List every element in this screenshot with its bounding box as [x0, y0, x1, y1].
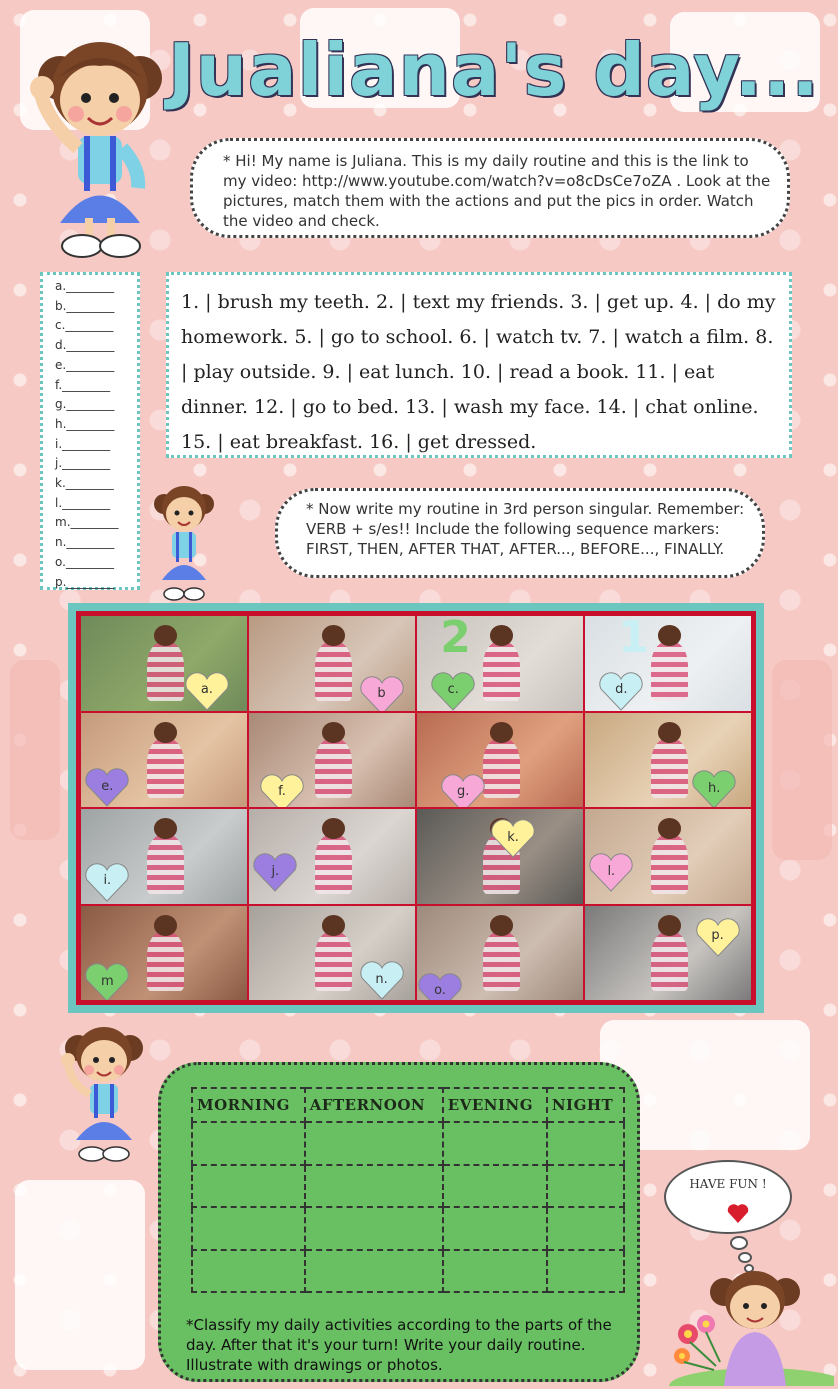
photo-figure — [315, 932, 352, 991]
answer-line[interactable]: l.________ — [55, 495, 111, 510]
girl-with-flowers-illustration — [664, 1262, 834, 1386]
photo-label: o. — [434, 983, 446, 999]
thought-text: HAVE FUN ! — [689, 1177, 767, 1191]
table-cell[interactable] — [192, 1122, 305, 1165]
photo-figure-head — [322, 915, 345, 936]
photo-figure — [483, 642, 520, 701]
table-cell[interactable] — [192, 1165, 305, 1208]
photo-label: h. — [708, 780, 721, 796]
photo-label: c. — [447, 682, 459, 698]
photo-figure — [483, 739, 520, 798]
routine-photo — [81, 713, 247, 808]
photo-label-heart — [598, 671, 644, 711]
photo-figure — [315, 739, 352, 798]
answer-line[interactable]: n.________ — [55, 535, 115, 550]
photo-label-heart — [84, 962, 130, 1000]
photo-label: n. — [375, 971, 388, 987]
photo-figure — [147, 835, 184, 894]
photo-figure — [651, 932, 688, 991]
photo-label-heart — [252, 852, 298, 892]
answer-line[interactable]: o.________ — [55, 554, 114, 569]
table-cell[interactable] — [305, 1207, 443, 1250]
bg-tile — [15, 1180, 145, 1370]
small-girl-illustration — [150, 476, 218, 604]
table-cell[interactable] — [547, 1165, 624, 1208]
answer-line[interactable]: i.________ — [55, 436, 111, 451]
table-cell[interactable] — [305, 1122, 443, 1165]
instruction-speech-bubble — [275, 488, 765, 578]
parts-of-day-table — [191, 1087, 625, 1293]
photo-label: e. — [101, 778, 114, 794]
photo-label-heart — [359, 960, 405, 1000]
photo-label-heart — [695, 917, 741, 957]
photo-figure-head — [154, 915, 177, 936]
answer-line[interactable]: m.________ — [55, 515, 119, 530]
photo-label: f. — [278, 784, 286, 800]
photo-figure-head — [322, 722, 345, 743]
photo-label-heart — [490, 818, 536, 858]
photo-grid — [81, 616, 751, 1000]
photo-figure — [651, 739, 688, 798]
routine-photo — [249, 809, 415, 904]
table-cell[interactable] — [443, 1165, 547, 1208]
routine-photo — [81, 809, 247, 904]
photo-figure — [651, 642, 688, 701]
actions-word-box — [166, 272, 792, 458]
routine-photo — [417, 906, 583, 1001]
photo-label-heart — [259, 773, 305, 807]
photo-label: j. — [271, 863, 280, 879]
instruction-text: * Now write my routine in 3rd person singular. Remember: VERB + s/es!! Include the following sequence markers: FIRST, THEN, AFTER THAT, AFTER..., BEFORE..., FINALLY. — [306, 500, 745, 558]
table-cell[interactable] — [547, 1250, 624, 1293]
table-cell[interactable] — [192, 1250, 305, 1293]
intro-text: * Hi! My name is Juliana. This is my daily routine and this is the link to my video: http://www.youtube.com/watch?v=o8cDsCe7oZA . Look at the pictures, match them with the actions and put the pics in order. Watch the video and check. — [223, 152, 771, 230]
worksheet-title: Jualiana's day... — [168, 28, 820, 112]
photo-figure — [147, 932, 184, 991]
photo-label: b — [377, 686, 386, 702]
photo-label-heart — [359, 675, 405, 711]
answer-lines-box — [40, 272, 140, 590]
table-cell[interactable] — [443, 1207, 547, 1250]
girl-waving-illustration — [30, 18, 170, 263]
answer-line[interactable]: g.________ — [55, 397, 115, 412]
heart-icon — [726, 1202, 750, 1224]
column-header-afternoon: AFTERNOON — [305, 1088, 443, 1122]
column-header-morning: MORNING — [192, 1088, 305, 1122]
routine-photo — [417, 616, 583, 711]
photo-figure-head — [658, 915, 681, 936]
thought-dot — [730, 1236, 748, 1250]
photo-label-heart — [84, 767, 130, 807]
classify-speech-bubble — [158, 1062, 640, 1382]
photo-figure-head — [658, 722, 681, 743]
photo-label: d. — [615, 682, 628, 698]
photo-figure — [147, 642, 184, 701]
answer-line[interactable]: b.________ — [55, 298, 115, 313]
answer-line[interactable]: h.________ — [55, 416, 115, 431]
photo-label-heart — [588, 852, 634, 892]
table-cell[interactable] — [443, 1122, 547, 1165]
photo-label-heart — [430, 671, 476, 711]
answer-line[interactable]: c.________ — [55, 318, 114, 333]
classify-instruction-text: *Classify my daily activities according to the parts of the day. After that it's your turn! Write your daily routine. Illustrate with drawings or photos. — [186, 1316, 612, 1374]
routine-photo — [585, 616, 751, 711]
photo-label: i. — [103, 873, 112, 889]
bg-tile — [10, 660, 60, 840]
photo-label-heart — [84, 862, 130, 902]
photo-label-heart — [417, 972, 463, 1000]
photo-grid-frame — [68, 603, 764, 1013]
answer-line[interactable]: p.________ — [55, 574, 115, 589]
photo-label: g. — [457, 784, 470, 800]
photo-figure-head — [154, 722, 177, 743]
thought-bubble — [664, 1160, 792, 1234]
photo-figure — [651, 835, 688, 894]
answer-line[interactable]: k.________ — [55, 476, 114, 491]
photo-figure-head — [490, 915, 513, 936]
photo-label: m — [100, 973, 114, 989]
photo-figure-head — [490, 722, 513, 743]
order-number-mark: 1 — [618, 616, 649, 664]
photo-label: l. — [607, 863, 616, 879]
girl-waving-small-illustration — [58, 1016, 150, 1164]
routine-photo — [585, 906, 751, 1001]
answer-line[interactable]: d.________ — [55, 338, 115, 353]
routine-photo — [585, 713, 751, 808]
routine-photo — [417, 713, 583, 808]
photo-figure — [147, 739, 184, 798]
photo-label-heart — [184, 671, 230, 711]
photo-label-heart — [440, 773, 486, 807]
column-header-evening: EVENING — [443, 1088, 547, 1122]
routine-photo — [585, 809, 751, 904]
routine-photo — [249, 713, 415, 808]
table-cell[interactable] — [547, 1207, 624, 1250]
routine-photo — [249, 616, 415, 711]
bg-tile — [772, 660, 832, 860]
table-cell[interactable] — [192, 1207, 305, 1250]
intro-speech-bubble — [190, 138, 790, 238]
answer-line[interactable]: e.________ — [55, 357, 115, 372]
routine-photo — [81, 616, 247, 711]
answer-line[interactable]: a.________ — [55, 279, 115, 293]
table-cell[interactable] — [443, 1250, 547, 1293]
actions-list-text: 1. | brush my teeth. 2. | text my friends. 3. | get up. 4. | do my homework. 5. | go to school. 6. | watch tv. 7. | watch a film. 8. | play outside. 9. | eat lunch. 10. | read a book. 11. | eat dinner. 12. | go to bed. 13. | wash my face. 14. | chat online. 15. | eat breakfast. 16. | get dressed. — [181, 291, 776, 453]
photo-label: k. — [507, 829, 519, 845]
answer-line[interactable]: f.________ — [55, 377, 111, 392]
photo-figure — [315, 642, 352, 701]
order-number-mark: 2 — [440, 616, 471, 664]
photo-figure — [315, 835, 352, 894]
photo-figure — [483, 932, 520, 991]
routine-photo — [417, 809, 583, 904]
table-cell[interactable] — [305, 1165, 443, 1208]
column-header-night: NIGHT — [547, 1088, 624, 1122]
photo-label: a. — [200, 682, 213, 698]
routine-photo — [249, 906, 415, 1001]
photo-label: p. — [711, 928, 724, 944]
table-cell[interactable] — [547, 1122, 624, 1165]
answer-line[interactable]: j.________ — [55, 456, 111, 471]
routine-photo — [81, 906, 247, 1001]
photo-label-heart — [691, 769, 737, 807]
table-cell[interactable] — [305, 1250, 443, 1293]
